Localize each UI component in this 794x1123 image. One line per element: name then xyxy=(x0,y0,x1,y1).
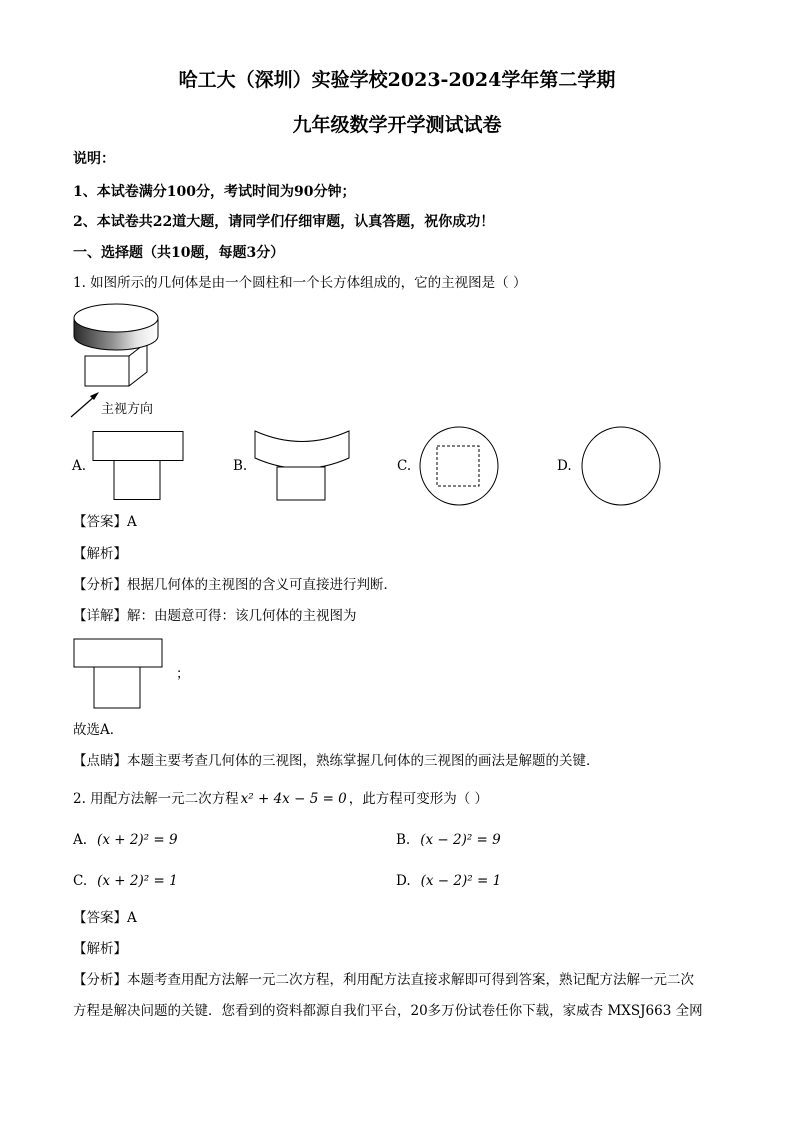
q2-analysis-tag: 【解析】 xyxy=(73,941,127,957)
q2-fenxi-line1: 【分析】本题考查用配方法解一元二次方程，利用配方法直接求解即可得到答案，熟记配方法解一元二次 xyxy=(73,972,694,988)
notes-item-1: 1、本试卷满分100分，考试时间为90分钟； xyxy=(73,184,356,200)
view-direction-label: 主视方向 xyxy=(101,402,154,417)
q1-option-b-label: B. xyxy=(233,458,248,474)
q1-fenxi: 【分析】根据几何体的主视图的含义可直接进行判断． xyxy=(73,577,397,593)
notes-item-2: 2、本试卷共22道大题，请同学们仔细审题，认真答题，祝你成功！ xyxy=(73,214,495,230)
q2-option-c: C. (x + 2)² = 1 xyxy=(73,873,178,889)
q1-answer: 【答案】A xyxy=(73,514,137,530)
q1-option-c-label: C. xyxy=(397,458,412,474)
notes-heading: 说明： xyxy=(73,151,115,167)
q1-option-a-label: A. xyxy=(72,458,87,474)
q2-option-a: A. (x + 2)² = 9 xyxy=(73,832,178,848)
q1-option-d-label: D. xyxy=(557,458,572,474)
q2-answer: 【答案】A xyxy=(73,910,137,926)
page-title: 哈工大（深圳）实验学校2023-2024学年第二学期 xyxy=(178,69,616,91)
q2-fenxi-line2: 方程是解决问题的关键．您看到的资料都源自我们平台，20多万份试卷任你下载，家威杏 MXSJ663 全网 xyxy=(73,1003,703,1019)
page-subtitle: 九年级数学开学测试试卷 xyxy=(292,114,502,136)
q1-semicolon: ； xyxy=(176,666,190,682)
q2-option-d: D. (x − 2)² = 1 xyxy=(396,873,502,889)
q2-equation: x² + 4x − 5 = 0 xyxy=(240,791,347,807)
q2-stem: 2. 用配方法解一元二次方程 x² + 4x − 5 = 0 ，此方程可变形为（ ） xyxy=(73,791,489,807)
q1-conclusion: 故选A． xyxy=(73,722,124,738)
section-heading: 一、选择题（共10题，每题3分） xyxy=(73,245,285,261)
q1-dianjing: 【点睛】本题主要考查几何体的三视图，熟练掌握几何体的三视图的画法是解题的关键． xyxy=(73,753,600,769)
q1-option-d-figure xyxy=(580,426,662,508)
q2-option-b: B. (x − 2)² = 9 xyxy=(396,832,501,848)
q1-analysis-tag: 【解析】 xyxy=(73,546,127,562)
q1-stem: 1. 如图所示的几何体是由一个圆柱和一个长方体组成的，它的主视图是（ ） xyxy=(73,275,527,291)
q1-xiangjie: 【详解】解：由题意可得：该几何体的主视图为 xyxy=(73,608,357,624)
q1-answer-figure xyxy=(72,638,167,710)
q1-option-b-figure xyxy=(252,428,352,503)
q1-option-c-figure xyxy=(418,426,500,508)
q1-option-a-figure xyxy=(90,431,190,503)
